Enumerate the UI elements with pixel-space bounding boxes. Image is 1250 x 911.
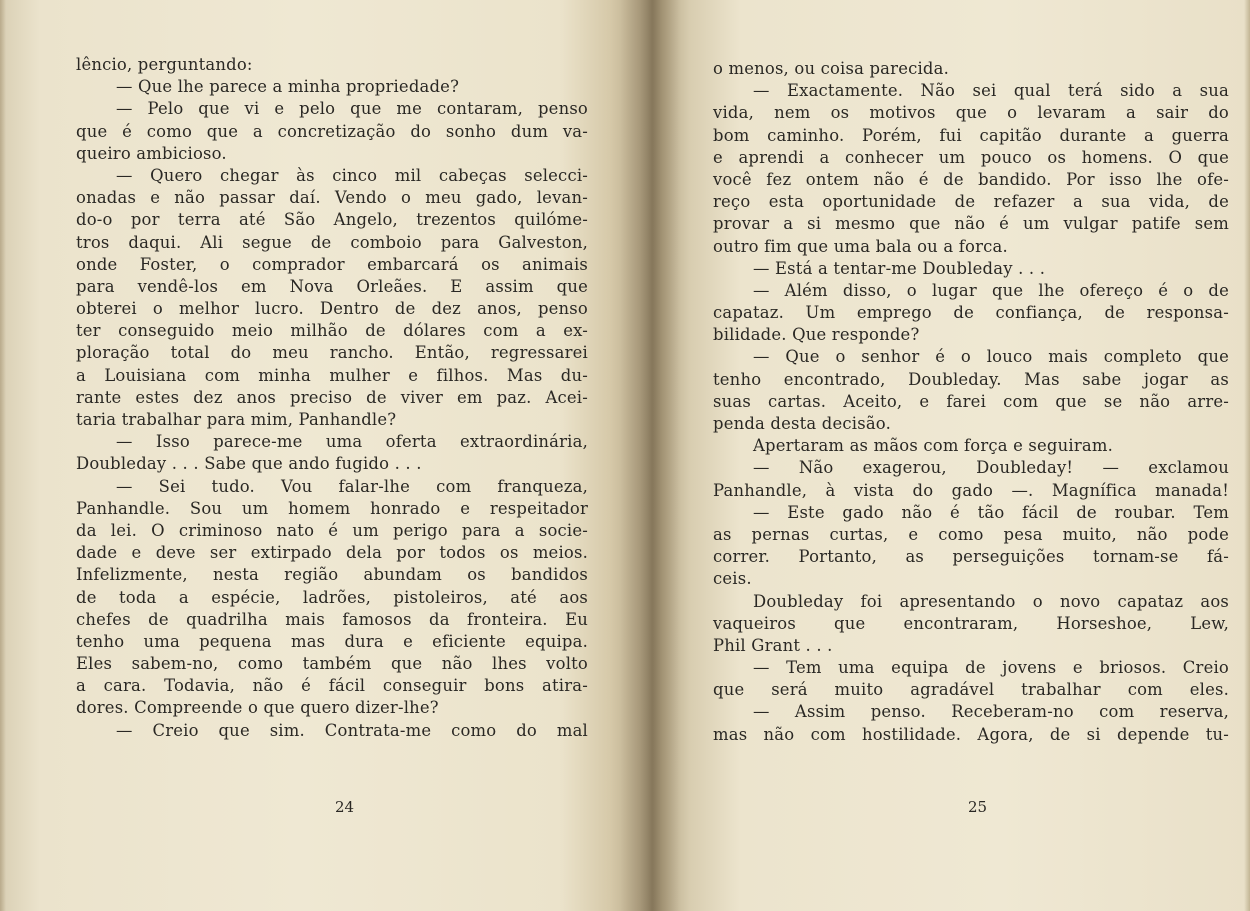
text-line: vida, nem os motivos que o levaram a sair do bbox=[713, 103, 1229, 123]
text-line: Doubleday foi apresentando o novo capataz aos bbox=[753, 591, 1229, 611]
text-line: Phil Grant . . . bbox=[713, 635, 833, 655]
text-line: dade e deve ser extirpado dela por todos os meios. bbox=[76, 543, 588, 563]
text-line: ploração total do meu rancho. Então, regressarei bbox=[76, 343, 588, 363]
page-number: 25 bbox=[968, 798, 988, 816]
text-line: ter conseguido meio milhão de dólares com a ex- bbox=[76, 321, 588, 341]
text-line: outro fim que uma bala ou a forca. bbox=[713, 236, 1008, 256]
text-line: rante estes dez anos preciso de viver em paz. Acei- bbox=[76, 387, 588, 407]
text-line: e aprendi a conhecer um pouco os homens. O que bbox=[713, 147, 1229, 167]
text-line: você fez ontem não é de bandido. Por isso lhe ofe- bbox=[713, 169, 1229, 189]
text-line: capataz. Um emprego de confiança, de responsa- bbox=[713, 303, 1229, 323]
text-line: penda desta decisão. bbox=[713, 414, 891, 433]
text-line: de toda a espécie, ladrões, pistoleiros, até aos bbox=[76, 587, 588, 607]
text-line: tenho encontrado, Doubleday. Mas sabe jogar as bbox=[713, 369, 1229, 389]
text-line: correr. Portanto, as perseguições tornam-se fá- bbox=[713, 547, 1229, 567]
text-line: da lei. O criminoso nato é um perigo para a socie- bbox=[76, 520, 588, 540]
text-line: as pernas curtas, e como pesa muito, não pode bbox=[713, 524, 1229, 544]
text-line: — Quero chegar às cinco mil cabeças selecci- bbox=[116, 165, 588, 185]
text-line: vaqueiros que encontraram, Horseshoe, Lew, bbox=[713, 613, 1229, 633]
text-line: Apertaram as mãos com força e seguiram. bbox=[753, 436, 1113, 456]
text-line: — Sei tudo. Vou falar-lhe com franqueza, bbox=[116, 476, 588, 496]
text-line: reço esta oportunidade de refazer a sua vida, de bbox=[713, 192, 1229, 212]
left-page-text bbox=[76, 54, 588, 742]
text-line: dores. Compreende o que quero dizer-lhe? bbox=[76, 698, 439, 718]
text-line: lêncio, perguntando: bbox=[76, 55, 253, 74]
text-line: tros daqui. Ali segue de comboio para Galveston, bbox=[76, 232, 588, 252]
text-line: — Assim penso. Receberam-no com reserva, bbox=[753, 702, 1229, 722]
text-line: — Tem uma equipa de jovens e briosos. Creio bbox=[753, 658, 1229, 678]
text-line: tenho uma pequena mas dura e eficiente equipa. bbox=[76, 631, 588, 651]
right-page bbox=[652, 0, 1250, 911]
text-line: Infelizmente, nesta região abundam os bandidos bbox=[76, 565, 588, 585]
text-line: o menos, ou coisa parecida. bbox=[713, 59, 949, 78]
text-line: que é como que a concretização do sonho dum va- bbox=[76, 121, 588, 141]
text-line: — Creio que sim. Contrata-me como do mal bbox=[116, 720, 588, 740]
page-number: 24 bbox=[335, 798, 355, 816]
text-line: taria trabalhar para mim, Panhandle? bbox=[76, 410, 397, 429]
right-page-text bbox=[713, 58, 1229, 746]
text-line: a Louisiana com minha mulher e filhos. Mas du- bbox=[76, 365, 588, 385]
text-line: bom caminho. Porém, fui capitão durante a guerra bbox=[713, 125, 1229, 145]
text-line: — Exactamente. Não sei qual terá sido a sua bbox=[753, 81, 1229, 101]
text-line: — Que o senhor é o louco mais completo que bbox=[753, 347, 1229, 367]
text-line: ceis. bbox=[713, 569, 752, 589]
text-line: suas cartas. Aceito, e farei com que se não arre- bbox=[713, 391, 1229, 411]
text-line: — Este gado não é tão fácil de roubar. Tem bbox=[753, 502, 1229, 522]
text-line: obterei o melhor lucro. Dentro de dez anos, penso bbox=[76, 299, 588, 319]
text-line: provar a si mesmo que não é um vulgar patife sem bbox=[713, 214, 1229, 234]
text-line: para vendê-los em Nova Orleães. E assim que bbox=[76, 276, 588, 296]
text-line: a cara. Todavia, não é fácil conseguir bons atira- bbox=[76, 676, 588, 696]
text-line: — Está a tentar-me Doubleday . . . bbox=[753, 258, 1046, 278]
text-line: — Isso parece-me uma oferta extraordinária, bbox=[116, 432, 588, 452]
text-line: chefes de quadrilha mais famosos da fronteira. Eu bbox=[76, 609, 588, 629]
text-line: do-o por terra até São Angelo, trezentos quilóme- bbox=[76, 210, 588, 230]
text-line: Doubleday . . . Sabe que ando fugido . . . bbox=[76, 454, 422, 474]
text-line: mas não com hostilidade. Agora, de si depende tu- bbox=[713, 724, 1229, 744]
text-line: Panhandle, à vista do gado —. Magnífica manada! bbox=[713, 480, 1229, 500]
text-line: — Que lhe parece a minha propriedade? bbox=[116, 77, 460, 97]
text-line: Eles sabem-no, como também que não lhes volto bbox=[76, 654, 588, 674]
text-line: — Além disso, o lugar que lhe ofereço é o de bbox=[753, 280, 1229, 300]
text-line: queiro ambicioso. bbox=[76, 143, 227, 163]
text-line: — Não exagerou, Doubleday! — exclamou bbox=[753, 458, 1229, 478]
text-line: bilidade. Que responde? bbox=[713, 325, 920, 345]
text-line: Panhandle. Sou um homem honrado e respeitador bbox=[76, 498, 588, 518]
text-line: onde Foster, o comprador embarcará os animais bbox=[76, 254, 588, 274]
text-line: onadas e não passar daí. Vendo o meu gado, levan- bbox=[76, 188, 588, 208]
text-line: — Pelo que vi e pelo que me contaram, penso bbox=[116, 99, 588, 119]
text-line: que será muito agradável trabalhar com eles. bbox=[713, 680, 1229, 700]
